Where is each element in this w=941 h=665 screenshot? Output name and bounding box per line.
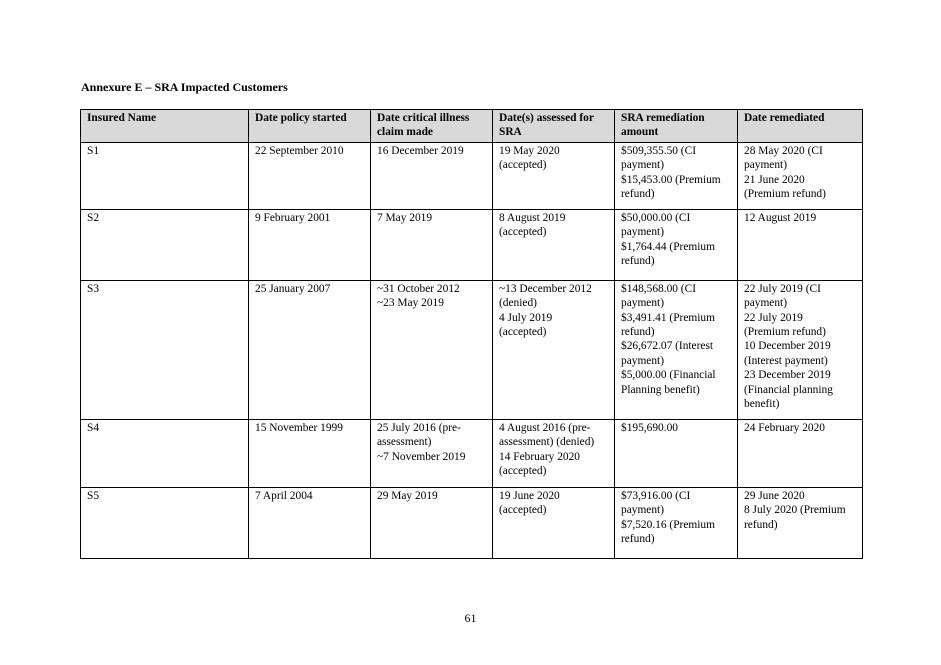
table-header-row	[81, 110, 863, 143]
cell-insured-name: S3	[81, 280, 249, 419]
header-date-policy-started: Date policy started	[249, 110, 371, 143]
cell-remediation-amount: $509,355.50 (CI payment) $15,453.00 (Premium refund)	[615, 142, 738, 209]
cell-remediation-amount: $148,568.00 (CI payment) $3,491.41 (Premium refund) $26,672.07 (Interest payment) $5,000.00 (Financial Planning benefit)	[615, 280, 738, 419]
cell-insured-name: S5	[81, 487, 249, 558]
cell-date-policy-started: 9 February 2001	[249, 209, 371, 280]
header-remediation-amount: SRA remediation amount	[615, 110, 738, 143]
cell-date-policy-started: 22 September 2010	[249, 142, 371, 209]
cell-date-policy-started: 15 November 1999	[249, 419, 371, 487]
cell-date-remediated: 28 May 2020 (CI payment) 21 June 2020 (Premium refund)	[738, 142, 863, 209]
cell-date-assessed: 4 August 2016 (pre-assessment) (denied) 14 February 2020 (accepted)	[493, 419, 615, 487]
cell-date-assessed: 19 June 2020 (accepted)	[493, 487, 615, 558]
page-number: 61	[464, 611, 477, 625]
cell-date-assessed: 19 May 2020 (accepted)	[493, 142, 615, 209]
cell-date-claim-made: 29 May 2019	[371, 487, 493, 558]
table-row	[81, 209, 863, 280]
header-date-assessed: Date(s) assessed for SRA	[493, 110, 615, 143]
cell-insured-name: S2	[81, 209, 249, 280]
cell-date-remediated: 22 July 2019 (CI payment) 22 July 2019 (Premium refund) 10 December 2019 (Interest payment) 23 December 2019 (Financial planning benefit)	[738, 280, 863, 419]
cell-date-policy-started: 25 January 2007	[249, 280, 371, 419]
cell-remediation-amount: $195,690.00	[615, 419, 738, 487]
cell-date-remediated: 29 June 2020 8 July 2020 (Premium refund)	[738, 487, 863, 558]
cell-date-policy-started: 7 April 2004	[249, 487, 371, 558]
table-row	[81, 487, 863, 558]
cell-date-assessed: ~13 December 2012 (denied) 4 July 2019 (accepted)	[493, 280, 615, 419]
header-insured-name: Insured Name	[81, 110, 249, 143]
cell-date-claim-made: 25 July 2016 (pre-assessment) ~7 November 2019	[371, 419, 493, 487]
table-row	[81, 280, 863, 419]
cell-insured-name: S1	[81, 142, 249, 209]
cell-date-claim-made: ~31 October 2012 ~23 May 2019	[371, 280, 493, 419]
cell-date-claim-made: 7 May 2019	[371, 209, 493, 280]
table-row	[81, 142, 863, 209]
annexure-heading: Annexure E – SRA Impacted Customers	[81, 80, 288, 94]
cell-insured-name: S4	[81, 419, 249, 487]
table-row	[81, 419, 863, 487]
cell-date-remediated: 12 August 2019	[738, 209, 863, 280]
cell-remediation-amount: $50,000.00 (CI payment) $1,764.44 (Premium refund)	[615, 209, 738, 280]
header-date-claim-made: Date critical illness claim made	[371, 110, 493, 143]
cell-date-assessed: 8 August 2019 (accepted)	[493, 209, 615, 280]
cell-date-claim-made: 16 December 2019	[371, 142, 493, 209]
header-date-remediated: Date remediated	[738, 110, 863, 143]
cell-remediation-amount: $73,916.00 (CI payment) $7,520.16 (Premium refund)	[615, 487, 738, 558]
cell-date-remediated: 24 February 2020	[738, 419, 863, 487]
sra-impacted-customers-table	[80, 109, 863, 559]
